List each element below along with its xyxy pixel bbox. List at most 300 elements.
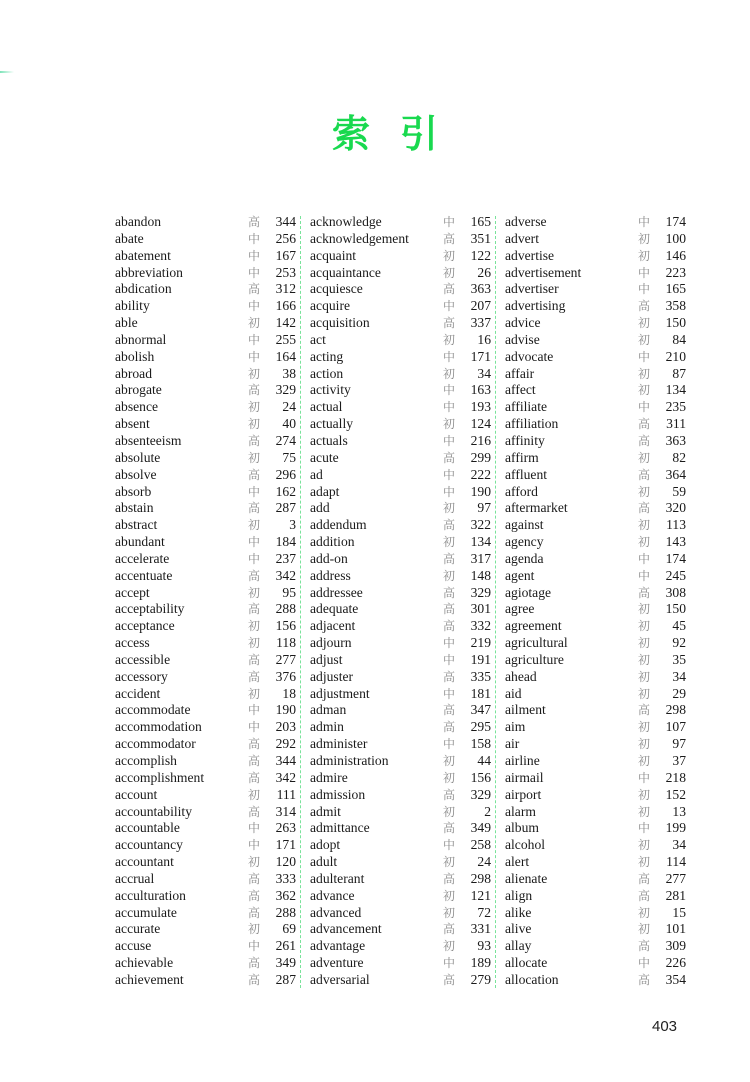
level-badge: 初: [248, 518, 261, 533]
page-reference: 331: [470, 921, 491, 937]
index-entry: [115, 686, 310, 703]
level-badge: 初: [638, 366, 651, 381]
level-badge: 高: [248, 905, 261, 920]
level-badge: 中: [443, 636, 456, 651]
index-word: advertisement: [505, 264, 582, 280]
page-reference: 82: [672, 449, 686, 465]
page-reference: 26: [477, 264, 491, 280]
index-word: action: [310, 365, 344, 381]
index-entry: [115, 551, 310, 568]
index-word: adapt: [310, 483, 340, 499]
index-entry: [310, 315, 505, 332]
index-word: advertising: [505, 298, 566, 314]
page-reference: 255: [275, 331, 296, 347]
page-reference: 13: [672, 803, 686, 819]
page-reference: 3: [289, 517, 296, 533]
index-entry: [115, 905, 310, 922]
page-reference: 45: [672, 618, 686, 634]
index-word: affinity: [505, 432, 545, 448]
index-word: abandon: [115, 214, 162, 229]
page-reference: 156: [470, 769, 491, 785]
index-entry: [115, 517, 310, 534]
index-word: admission: [310, 786, 366, 802]
index-word: advert: [505, 230, 539, 246]
level-badge: 初: [443, 905, 456, 920]
index-word: absenteeism: [115, 432, 182, 448]
page-reference: 163: [470, 382, 491, 398]
level-badge: 初: [248, 585, 261, 600]
page-reference: 134: [665, 382, 686, 398]
index-entry: [505, 399, 700, 416]
index-word: accelerate: [115, 550, 170, 566]
index-word: address: [310, 567, 351, 583]
level-badge: 中: [638, 821, 651, 836]
index-entry: [505, 248, 700, 265]
index-word: advise: [505, 331, 540, 347]
index-word: accomplishment: [115, 769, 205, 785]
level-badge: 高: [248, 669, 261, 684]
index-word: accomplish: [115, 753, 177, 768]
level-badge: 高: [638, 501, 651, 516]
page-reference: 190: [275, 702, 296, 718]
page-reference: 142: [275, 315, 296, 331]
index-word: administration: [310, 753, 389, 768]
index-entry: [115, 669, 310, 686]
page-reference: 167: [275, 247, 296, 263]
page-reference: 363: [665, 432, 686, 448]
level-badge: 高: [638, 467, 651, 482]
index-entry: [310, 214, 505, 231]
page-reference: 44: [477, 753, 491, 768]
index-word: accident: [115, 685, 161, 701]
index-word: adventure: [310, 955, 364, 971]
page-reference: 69: [282, 921, 296, 937]
index-word: abdication: [115, 281, 172, 297]
level-badge: 中: [638, 770, 651, 785]
level-badge: 高: [248, 754, 261, 768]
index-word: administer: [310, 736, 368, 752]
index-entry: [115, 635, 310, 652]
index-entry: [115, 837, 310, 854]
level-badge: 初: [443, 939, 456, 954]
index-entry: [505, 349, 700, 366]
index-entry: [310, 837, 505, 854]
page-reference: 332: [470, 618, 491, 634]
level-badge: 中: [248, 265, 261, 280]
index-word: agent: [505, 567, 535, 583]
page-reference: 362: [275, 887, 296, 903]
page-reference: 122: [470, 247, 491, 263]
level-badge: 初: [443, 535, 456, 550]
index-word: affect: [505, 382, 536, 398]
level-badge: 高: [638, 585, 651, 600]
page-reference: 165: [665, 281, 686, 297]
page-reference: 34: [672, 668, 686, 684]
level-badge: 初: [443, 855, 456, 870]
page-reference: 181: [470, 685, 491, 701]
index-entry: [505, 500, 700, 517]
index-entry: [505, 231, 700, 248]
index-entry: [310, 349, 505, 366]
page-reference: 100: [665, 230, 686, 246]
index-entry: [505, 686, 700, 703]
level-badge: 中: [443, 383, 456, 398]
level-badge: 高: [248, 652, 261, 667]
index-word: admittance: [310, 820, 370, 836]
level-badge: 中: [248, 703, 261, 718]
index-entry: [115, 332, 310, 349]
index-word: abstain: [115, 500, 154, 516]
level-badge: 初: [443, 248, 456, 263]
index-entry: [310, 265, 505, 282]
page-reference: 40: [282, 416, 296, 432]
index-entry: [505, 382, 700, 399]
level-badge: 中: [248, 838, 261, 853]
page-reference: 342: [275, 567, 296, 583]
level-badge: 初: [248, 619, 261, 634]
page-reference: 59: [672, 483, 686, 499]
index-entry: [310, 568, 505, 585]
index-word: achievable: [115, 955, 174, 971]
index-entry: [310, 938, 505, 955]
page-reference: 171: [470, 348, 491, 364]
index-word: absent: [115, 416, 150, 432]
index-entry: [505, 298, 700, 315]
level-badge: 初: [248, 787, 261, 802]
index-word: accommodation: [115, 719, 202, 735]
level-badge: 中: [443, 652, 456, 667]
page-reference: 111: [276, 786, 296, 802]
index-entry: [115, 484, 310, 501]
level-badge: 高: [248, 467, 261, 482]
index-entry: [310, 450, 505, 467]
index-entry: [310, 736, 505, 753]
page-reference: 87: [672, 365, 686, 381]
index-word: addition: [310, 534, 355, 550]
index-word: advertiser: [505, 281, 559, 297]
page-reference: 263: [275, 820, 296, 836]
index-word: accountant: [115, 854, 174, 870]
page-reference: 312: [275, 281, 296, 297]
index-entry: [505, 551, 700, 568]
page-reference: 16: [477, 331, 491, 347]
index-entry: [115, 871, 310, 888]
index-word: acceptance: [115, 618, 175, 634]
page-reference: 287: [275, 500, 296, 516]
page-reference: 134: [470, 534, 491, 550]
index-entry: [505, 433, 700, 450]
level-badge: 高: [443, 316, 456, 331]
index-word: adjustment: [310, 685, 370, 701]
level-badge: 高: [248, 282, 261, 297]
index-word: aid: [505, 685, 522, 701]
level-badge: 高: [443, 282, 456, 297]
level-badge: 中: [638, 265, 651, 280]
index-entry: [310, 601, 505, 618]
index-word: advocate: [505, 348, 554, 364]
index-entry: [115, 534, 310, 551]
index-entry: [310, 702, 505, 719]
page-reference: 143: [665, 534, 686, 550]
page-reference: 203: [275, 719, 296, 735]
index-word: add-on: [310, 550, 348, 566]
page-reference: 150: [665, 315, 686, 331]
page-reference: 184: [275, 534, 296, 550]
page-reference: 363: [470, 281, 491, 297]
page-reference: 295: [470, 719, 491, 735]
index-entry: [115, 265, 310, 282]
index-entry: [115, 450, 310, 467]
level-badge: 中: [443, 484, 456, 499]
level-badge: 高: [443, 922, 456, 937]
index-word: actually: [310, 416, 354, 432]
page-reference: 150: [665, 601, 686, 617]
page-reference: 349: [470, 820, 491, 836]
index-word: accurate: [115, 921, 161, 937]
index-entry: [505, 787, 700, 804]
level-badge: 初: [248, 400, 261, 415]
index-word: agiotage: [505, 584, 552, 600]
index-entry: [115, 433, 310, 450]
page-reference: 97: [477, 500, 491, 516]
index-word: allay: [505, 938, 532, 954]
index-entry: [505, 214, 700, 231]
index-word: airmail: [505, 769, 544, 785]
level-badge: 高: [443, 551, 456, 566]
page-reference: 93: [477, 938, 491, 954]
index-word: abnormal: [115, 331, 167, 347]
index-entry: [505, 938, 700, 955]
index-word: add: [310, 500, 330, 516]
page-reference: 298: [665, 702, 686, 718]
index-word: alive: [505, 921, 532, 937]
index-table: [115, 214, 700, 989]
index-entry: [115, 787, 310, 804]
index-entry: [310, 433, 505, 450]
index-entry: [505, 770, 700, 787]
page-reference: 349: [275, 955, 296, 971]
index-entry: [115, 214, 310, 231]
page-reference: 292: [275, 736, 296, 752]
index-word: accommodator: [115, 736, 196, 752]
level-badge: 高: [443, 518, 456, 533]
index-entry: [115, 500, 310, 517]
index-entry: [505, 517, 700, 534]
page-reference: 152: [665, 786, 686, 802]
level-badge: 高: [638, 871, 651, 886]
page-reference: 148: [470, 567, 491, 583]
index-word: aim: [505, 719, 526, 735]
page-reference: 311: [666, 416, 686, 432]
page-reference: 237: [275, 550, 296, 566]
index-word: addressee: [310, 584, 363, 600]
page-title: 索引: [331, 112, 468, 156]
index-word: accumulate: [115, 904, 177, 920]
index-word: achievement: [115, 971, 184, 987]
index-entry: [505, 601, 700, 618]
level-badge: 中: [248, 535, 261, 550]
page-reference: 75: [282, 449, 296, 465]
level-badge: 高: [248, 602, 261, 617]
index-entry: [115, 736, 310, 753]
index-word: acquire: [310, 298, 350, 314]
index-word: acquaint: [310, 247, 357, 263]
index-word: abate: [115, 230, 144, 246]
index-entry: [505, 921, 700, 938]
index-word: acquisition: [310, 315, 370, 331]
index-word: accountability: [115, 803, 193, 819]
level-badge: 中: [443, 400, 456, 415]
level-badge: 初: [638, 619, 651, 634]
level-badge: 高: [248, 215, 261, 229]
index-word: agency: [505, 534, 544, 550]
index-word: agreement: [505, 618, 562, 634]
page-reference: 84: [672, 331, 686, 347]
index-entry: [115, 770, 310, 787]
index-entry: [115, 854, 310, 871]
index-word: acknowledge: [310, 214, 382, 229]
level-badge: 中: [638, 956, 651, 971]
index-word: adjuster: [310, 668, 354, 684]
page-reference: 317: [470, 550, 491, 566]
index-entry: [505, 905, 700, 922]
page-reference: 329: [275, 382, 296, 398]
level-badge: 初: [638, 535, 651, 550]
index-entry: [505, 854, 700, 871]
index-word: agricultural: [505, 635, 568, 651]
level-badge: 高: [443, 703, 456, 718]
index-word: adman: [310, 702, 347, 718]
page-number: 403: [652, 1018, 678, 1035]
level-badge: 高: [443, 585, 456, 600]
index-entry: [505, 736, 700, 753]
level-badge: 高: [638, 299, 651, 314]
page-reference: 329: [470, 584, 491, 600]
page-reference: 279: [470, 971, 491, 987]
level-badge: 高: [248, 871, 261, 886]
index-entry: [115, 719, 310, 736]
index-entry: [310, 669, 505, 686]
index-word: affluent: [505, 466, 548, 482]
level-badge: 高: [638, 433, 651, 448]
level-badge: 中: [443, 349, 456, 364]
page-reference: 320: [665, 500, 686, 516]
page-reference: 92: [672, 635, 686, 651]
level-badge: 初: [248, 636, 261, 651]
index-entry: [505, 585, 700, 602]
page-reference: 274: [275, 432, 296, 448]
index-word: advanced: [310, 904, 362, 920]
index-word: advice: [505, 315, 541, 331]
index-word: alcohol: [505, 837, 546, 853]
index-entry: [505, 332, 700, 349]
index-word: addendum: [310, 517, 367, 533]
index-entry: [505, 804, 700, 821]
page-reference: 165: [470, 214, 491, 229]
index-word: affair: [505, 365, 535, 381]
page-reference: 166: [275, 298, 296, 314]
level-badge: 初: [248, 316, 261, 331]
level-badge: 初: [638, 450, 651, 465]
level-badge: 初: [638, 686, 651, 701]
index-entry: [310, 517, 505, 534]
index-entry: [310, 972, 505, 989]
page-reference: 24: [282, 399, 296, 415]
level-badge: 初: [638, 669, 651, 684]
page-reference: 174: [665, 214, 686, 229]
page-reference: 301: [470, 601, 491, 617]
index-entry: [310, 787, 505, 804]
level-badge: 中: [248, 939, 261, 954]
level-badge: 初: [443, 568, 456, 583]
level-badge: 中: [443, 467, 456, 482]
index-word: acculturation: [115, 887, 186, 903]
page-reference: 376: [275, 668, 296, 684]
level-badge: 高: [638, 417, 651, 432]
level-badge: 高: [248, 568, 261, 583]
level-badge: 中: [248, 349, 261, 364]
page-reference: 164: [275, 348, 296, 364]
index-word: adulterant: [310, 870, 365, 886]
page-reference: 219: [470, 635, 491, 651]
level-badge: 中: [248, 248, 261, 263]
page-reference: 118: [276, 635, 296, 651]
index-word: abroad: [115, 365, 152, 381]
page-reference: 121: [470, 887, 491, 903]
page-reference: 210: [665, 348, 686, 364]
level-badge: 中: [443, 433, 456, 448]
page-reference: 261: [275, 938, 296, 954]
index-entry: [505, 955, 700, 972]
level-badge: 高: [638, 888, 651, 903]
level-badge: 高: [443, 720, 456, 735]
level-badge: 初: [443, 366, 456, 381]
index-entry: [505, 366, 700, 383]
level-badge: 初: [638, 652, 651, 667]
index-word: absorb: [115, 483, 152, 499]
level-badge: 高: [443, 871, 456, 886]
level-badge: 中: [638, 349, 651, 364]
level-badge: 高: [443, 602, 456, 617]
page-reference: 207: [470, 298, 491, 314]
index-entry: [505, 888, 700, 905]
index-column-3: [505, 214, 700, 989]
page-reference: 222: [470, 466, 491, 482]
page-reference: 245: [665, 567, 686, 583]
index-word: actual: [310, 399, 343, 415]
level-badge: 中: [638, 400, 651, 415]
level-badge: 高: [443, 787, 456, 802]
index-word: act: [310, 331, 326, 347]
index-word: adverse: [505, 214, 547, 229]
index-entry: [115, 399, 310, 416]
level-badge: 初: [443, 888, 456, 903]
level-badge: 中: [248, 551, 261, 566]
page-reference: 258: [470, 837, 491, 853]
index-word: admin: [310, 719, 344, 735]
index-word: alike: [505, 904, 532, 920]
index-entry: [505, 618, 700, 635]
index-word: agenda: [505, 550, 544, 566]
page-reference: 347: [470, 702, 491, 718]
index-entry: [505, 450, 700, 467]
page-reference: 277: [275, 651, 296, 667]
page-reference: 189: [470, 955, 491, 971]
index-word: abstract: [115, 517, 158, 533]
page-reference: 226: [665, 955, 686, 971]
level-badge: 初: [638, 720, 651, 735]
index-entry: [310, 635, 505, 652]
